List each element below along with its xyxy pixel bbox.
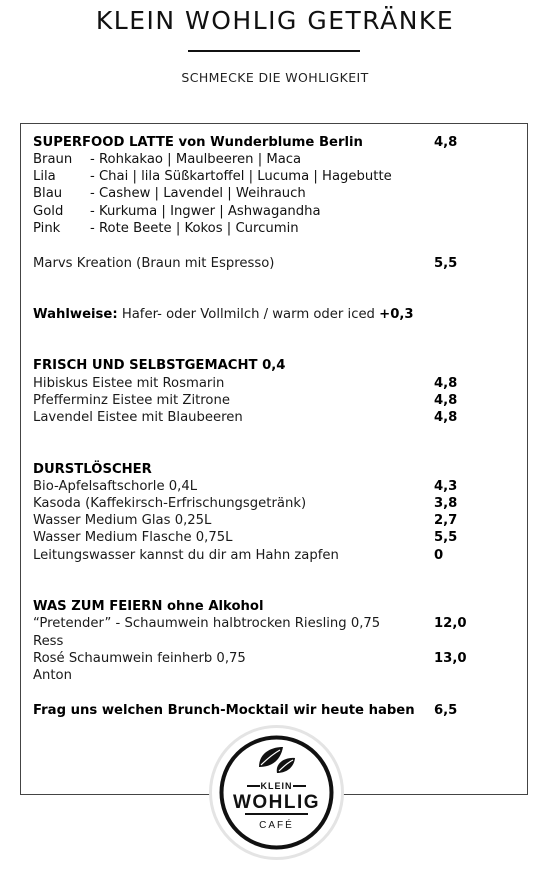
mocktail-text: Frag uns welchen Brunch-Mocktail wir heute haben [33,703,415,718]
frisch-heading: FRISCH UND SELBSTGEMACHT 0,4 [33,358,286,373]
special-item-name: Marvs Kreation (Braun mit Espresso) [33,256,275,271]
variety-name: Braun [33,152,73,167]
menu-item-price: 5,5 [434,530,458,545]
menu-item-price: 4,8 [434,410,458,425]
variety-desc: - Chai | lila Süßkartoffel | Lucuma | Hagebutte [90,169,392,184]
title-underline [188,50,360,52]
menu-item-name: “Pretender” - Schaumwein halbtrocken Riesling 0,75 [33,616,381,631]
variety-desc: - Rohkakao | Maulbeeren | Maca [90,152,302,167]
menu-item-name: Leitungswasser kannst du dir am Hahn zapfen [33,548,339,563]
durst-heading: DURSTLÖSCHER [33,462,152,477]
logo-wohlig: WOHLIG [232,792,321,813]
menu-item-name: Rosé Schaumwein feinherb 0,75 [33,651,246,666]
menu-item-name: Hibiskus Eistee mit Rosmarin [33,376,225,391]
menu-item-name: Kasoda (Kaffekirsch-Erfrischungsgetränk) [33,496,307,511]
menu-item-name: Pfefferminz Eistee mit Zitrone [33,393,230,408]
variety-name: Blau [33,186,63,201]
variety-name: Pink [33,221,61,236]
menu-item-price: 0 [434,548,444,563]
menu-item-producer: Ress [33,634,64,649]
variety-name: Lila [33,169,56,184]
options-label: Wahlweise: [33,307,118,322]
menu-item-price: 4,8 [434,376,458,391]
options-surcharge: +0,3 [379,307,414,322]
special-item-price: 5,5 [434,256,458,271]
cafe-logo [209,725,344,860]
menu-item-price: 13,0 [434,651,467,666]
page-title: KLEIN WOHLIG GETRÄNKE [95,6,455,35]
variety-name: Gold [33,204,64,219]
menu-item-price: 12,0 [434,616,467,631]
variety-desc: - Cashew | Lavendel | Weihrauch [90,186,306,201]
menu-item-price: 4,8 [434,393,458,408]
logo-graphic [209,725,344,860]
menu-item-producer: Anton [33,668,72,683]
logo-cafe: CAFÉ [259,820,294,831]
page-subtitle: SCHMECKE DIE WOHLIGKEIT [181,70,369,85]
feiern-heading: WAS ZUM FEIERN ohne Alkohol [33,599,264,614]
menu-item-name: Lavendel Eistee mit Blaubeeren [33,410,243,425]
variety-desc: - Kurkuma | Ingwer | Ashwagandha [90,204,321,219]
menu-item-name: Bio-Apfelsaftschorle 0,4L [33,479,198,494]
menu-item-name: Wasser Medium Flasche 0,75L [33,530,233,545]
options-line [33,306,414,323]
variety-desc: - Rote Beete | Kokos | Curcumin [90,221,299,236]
menu-item-price: 3,8 [434,496,458,511]
menu-item-price: 2,7 [434,513,458,528]
menu-item-price: 4,3 [434,479,458,494]
mocktail-price: 6,5 [434,703,458,718]
superfood-heading: SUPERFOOD LATTE von Wunderblume Berlin [33,135,363,150]
menu-item-name: Wasser Medium Glas 0,25L [33,513,212,528]
logo-klein: KLEIN [260,781,293,791]
superfood-price: 4,8 [434,135,458,150]
options-text: Hafer- oder Vollmilch / warm oder iced [121,307,375,322]
